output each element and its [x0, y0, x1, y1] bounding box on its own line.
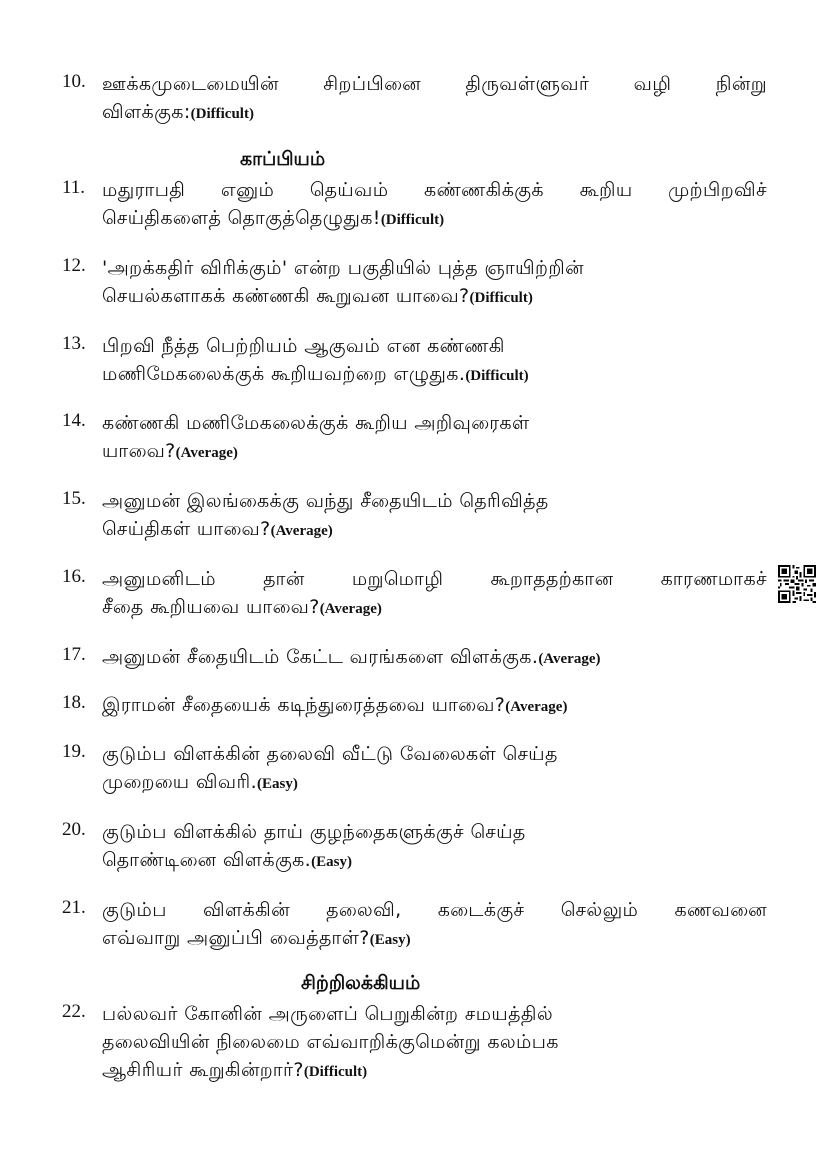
qr-code-icon[interactable] — [778, 565, 816, 603]
difficulty-level: (Average) — [270, 523, 333, 539]
question-number: 16. — [62, 566, 86, 587]
difficulty-level: (Average) — [175, 445, 238, 461]
difficulty-level: (Average) — [319, 601, 382, 617]
section-heading-sitrilakkiyam: சிற்றிலக்கியம் — [301, 972, 421, 994]
difficulty-level: (Difficult) — [380, 212, 445, 228]
question-number: 12. — [62, 255, 86, 276]
question-text-line: அனுமன் சீதையிடம் கேட்ட வரங்களை விளக்குக.(Average) — [102, 646, 601, 668]
question-text-line: பல்லவர் கோனின் அருளைப் பெறுகின்ற சமயத்தில் — [102, 1003, 554, 1025]
difficulty-level: (Difficult) — [190, 106, 254, 122]
difficulty-level: (Difficult) — [465, 368, 529, 384]
question-text-line: மணிமேகலைக்குக் கூறியவற்றை எழுதுக.(Difficult) — [102, 363, 529, 385]
question-text-line: எவ்வாறு அனுப்பி வைத்தாள்?(Easy) — [102, 927, 411, 949]
difficulty-level: (Average) — [538, 651, 601, 667]
difficulty-level: (Difficult) — [469, 290, 533, 306]
question-text-line: தொண்டினை விளக்குக.(Easy) — [102, 849, 352, 871]
difficulty-level: (Easy) — [311, 854, 352, 870]
question-text-line: முறையை விவரி.(Easy) — [102, 771, 298, 793]
question-text-line: விளக்குக:(Difficult) — [102, 101, 254, 123]
question-number: 14. — [62, 410, 86, 431]
question-number: 15. — [62, 488, 86, 509]
question-number: 10. — [62, 71, 86, 92]
question-text-line: அனுமனிடம் தான் மறுமொழி கூறாததற்கான காரணமாகச் — [102, 568, 767, 590]
question-text-line: குடும்ப விளக்கின் தலைவி, கடைக்குச் செல்லும் கணவனை — [102, 899, 767, 921]
difficulty-level: (Easy) — [257, 776, 298, 792]
question-text-line: தலைவியின் நிலைமை எவ்வாறிக்குமென்று கலம்பக — [102, 1031, 559, 1053]
question-number: 20. — [62, 819, 86, 840]
question-text-line: மதுராபதி எனும் தெய்வம் கண்ணகிக்குக் கூறிய முற்பிறவிச் — [102, 179, 767, 201]
question-number: 19. — [62, 741, 86, 762]
difficulty-level: (Easy) — [369, 932, 411, 948]
question-text-line: செய்திகள் யாவை?(Average) — [102, 518, 333, 540]
question-text-line: ஊக்கமுடைமையின் சிறப்பினை திருவள்ளுவர் வழி நின்று — [102, 73, 767, 95]
question-text-line: பிறவி நீத்த பெற்றியம் ஆகுவம் என கண்ணகி — [102, 335, 505, 357]
question-text-line: சீதை கூறியவை யாவை?(Average) — [102, 596, 382, 618]
question-text-line: கண்ணகி மணிமேகலைக்குக் கூறிய அறிவுரைகள் — [102, 412, 530, 434]
question-text-line: செயல்களாகக் கண்ணகி கூறுவன யாவை?(Difficult) — [102, 285, 533, 307]
section-heading-kappiyam: காப்பியம் — [240, 148, 326, 170]
question-number: 13. — [62, 333, 86, 354]
question-text-line: அனுமன் இலங்கைக்கு வந்து சீதையிடம் தெரிவித்த — [102, 490, 549, 512]
question-number: 22. — [62, 1001, 86, 1022]
question-number: 11. — [62, 177, 86, 198]
question-text-line: குடும்ப விளக்கின் தலைவி வீட்டு வேலைகள் செய்த — [102, 743, 558, 765]
question-text-line: 'அறக்கதிர் விரிக்கும்' என்ற பகுதியில் புத்த ஞாயிற்றின் — [102, 257, 584, 279]
question-text-line: குடும்ப விளக்கில் தாய் குழந்தைகளுக்குச் செய்த — [102, 821, 526, 843]
question-text-line: யாவை?(Average) — [102, 440, 238, 462]
question-number: 17. — [62, 644, 86, 665]
question-text-line: செய்திகளைத் தொகுத்தெழுதுக!(Difficult) — [102, 207, 445, 229]
difficulty-level: (Difficult) — [303, 1064, 368, 1080]
difficulty-level: (Average) — [505, 699, 568, 715]
question-text-line: இராமன் சீதையைக் கடிந்துரைத்தவை யாவை?(Average) — [102, 694, 568, 716]
question-number: 18. — [62, 692, 86, 713]
question-number: 21. — [62, 897, 86, 918]
question-text-line: ஆசிரியர் கூறுகின்றார்?(Difficult) — [102, 1059, 368, 1081]
